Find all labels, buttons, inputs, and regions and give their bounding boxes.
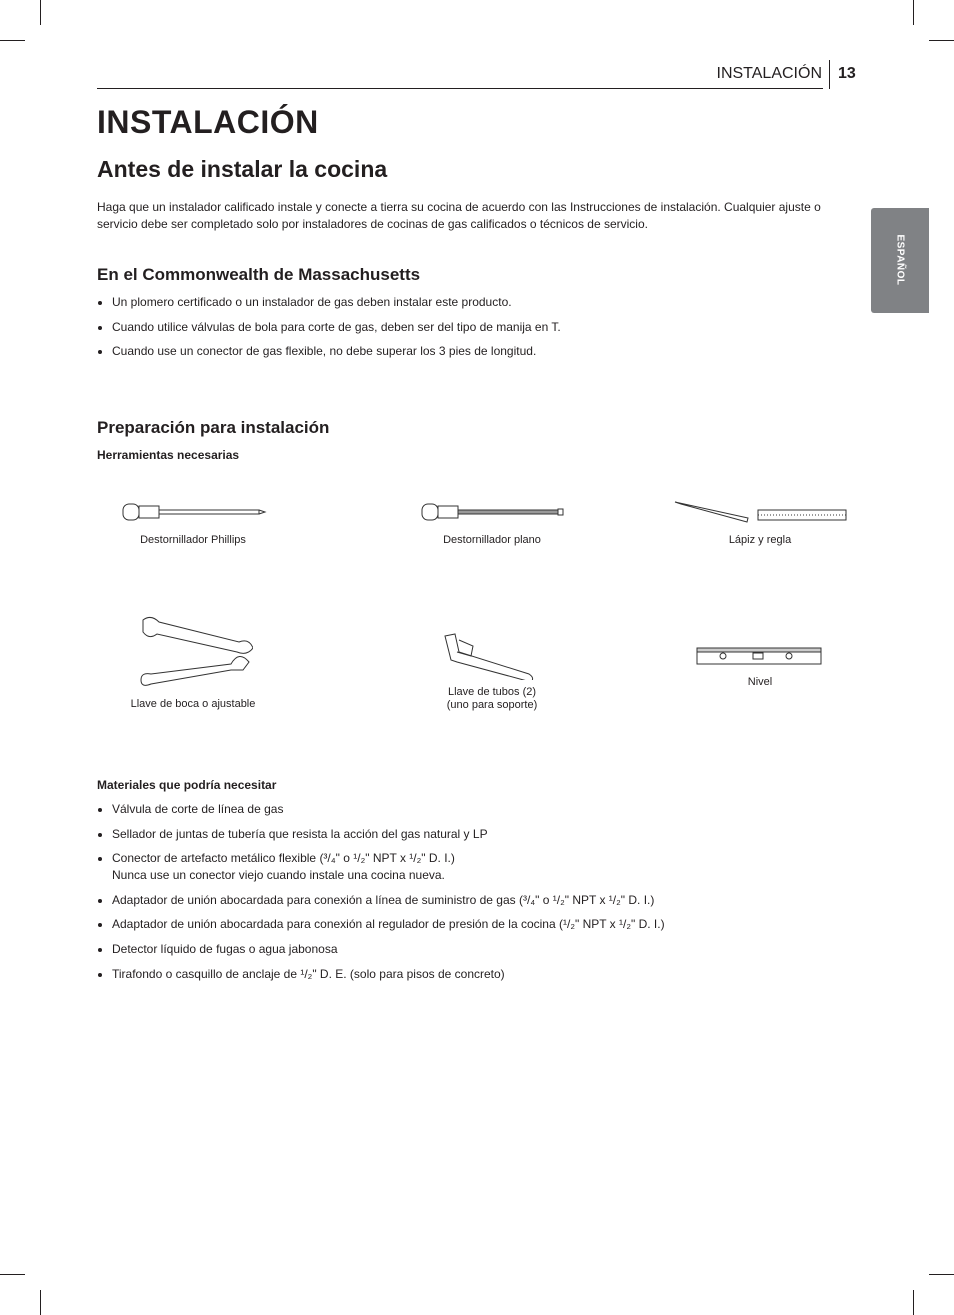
language-tab <box>871 208 929 313</box>
tool-phillips-screwdriver <box>73 498 313 547</box>
intro-paragraph: Haga que un instalador calificado instale y conecte a tierra su cocina de acuerdo con las Instrucciones de instalación. Cualquier ajuste o servicio debe ser completado solo por instaladores de cocinas de gas calificados o técnicos de servicio. <box>97 200 821 231</box>
list-item: Adaptador de unión abocardada para conexión al regulador de presión de la cocina (¹/₂" NPT x ¹/₂" D. I.) <box>97 916 857 933</box>
tool-label: Nivel <box>747 676 773 688</box>
list-item: Sellador de juntas de tubería que resista la acción del gas natural y LP <box>97 826 857 843</box>
header-divider <box>829 60 830 89</box>
crop-mark <box>929 1274 954 1275</box>
phillips-screwdriver-icon <box>118 498 268 528</box>
crop-mark <box>40 0 41 25</box>
tool-wrenches <box>73 612 313 711</box>
language-tab-label: ESPAÑOL <box>894 234 906 286</box>
crop-mark <box>913 1290 914 1315</box>
list-item: Cuando utilice válvulas de bola para corte de gas, deben ser del tipo de manija en T. <box>97 319 857 336</box>
header-section: INSTALACIÓN <box>716 65 822 82</box>
list-item <box>97 850 857 884</box>
pencil-ruler-icon <box>673 498 848 528</box>
tools-heading: Herramientas necesarias <box>97 448 240 462</box>
list-item-note: Nunca use un conector viejo cuando instale una cocina nueva. <box>112 868 445 883</box>
tool-level <box>640 642 880 689</box>
crop-mark <box>0 40 25 41</box>
crop-mark <box>40 1290 41 1315</box>
section-title: Antes de instalar la cocina <box>97 156 388 182</box>
tool-label: Destornillador plano <box>443 534 541 546</box>
list-item: Cuando use un conector de gas flexible, no debe superar los 3 pies de longitud. <box>97 343 857 360</box>
list-item: Válvula de corte de línea de gas <box>97 801 857 818</box>
tool-pipe-wrench <box>372 630 612 712</box>
tool-sublabel: (uno para soporte) <box>446 699 538 711</box>
crop-mark <box>913 0 914 25</box>
tool-label: Lápiz y regla <box>728 534 792 546</box>
massachusetts-heading: En el Commonwealth de Massachusetts <box>97 265 421 284</box>
list-item: Detector líquido de fugas o agua jabonosa <box>97 941 857 958</box>
tool-flat-screwdriver <box>372 498 612 547</box>
pipe-wrench-icon <box>437 630 547 680</box>
crop-mark <box>0 1274 25 1275</box>
page-title: INSTALACIÓN <box>97 104 319 140</box>
tool-label: Llave de tubos (2) <box>447 686 537 698</box>
list-item-text: Conector de artefacto metálico flexible (³/₄" o ¹/₂" NPT x ¹/₂" D. I.) <box>112 851 455 866</box>
massachusetts-list <box>97 294 857 368</box>
materials-heading: Materiales que podría necesitar <box>97 778 277 792</box>
page-number: 13 <box>838 65 856 82</box>
flat-screwdriver-icon <box>417 498 567 528</box>
list-item: Un plomero certificado o un instalador de gas deben instalar este producto. <box>97 294 857 311</box>
tool-label: Destornillador Phillips <box>140 534 246 546</box>
materials-list <box>97 801 857 990</box>
wrench-icon <box>133 612 253 692</box>
preparation-heading: Preparación para instalación <box>97 418 330 437</box>
list-item: Tirafondo o casquillo de anclaje de ¹/₂" D. E. (solo para pisos de concreto) <box>97 966 857 983</box>
tool-label: Llave de boca o ajustable <box>130 698 256 710</box>
header-rule <box>97 88 823 89</box>
crop-mark <box>929 40 954 41</box>
list-item: Adaptador de unión abocardada para conexión a línea de suministro de gas (³/₄" o ¹/₂" NPT x ¹/₂" D. I.) <box>97 892 857 909</box>
tool-pencil-ruler <box>640 498 880 547</box>
level-icon <box>695 642 825 670</box>
